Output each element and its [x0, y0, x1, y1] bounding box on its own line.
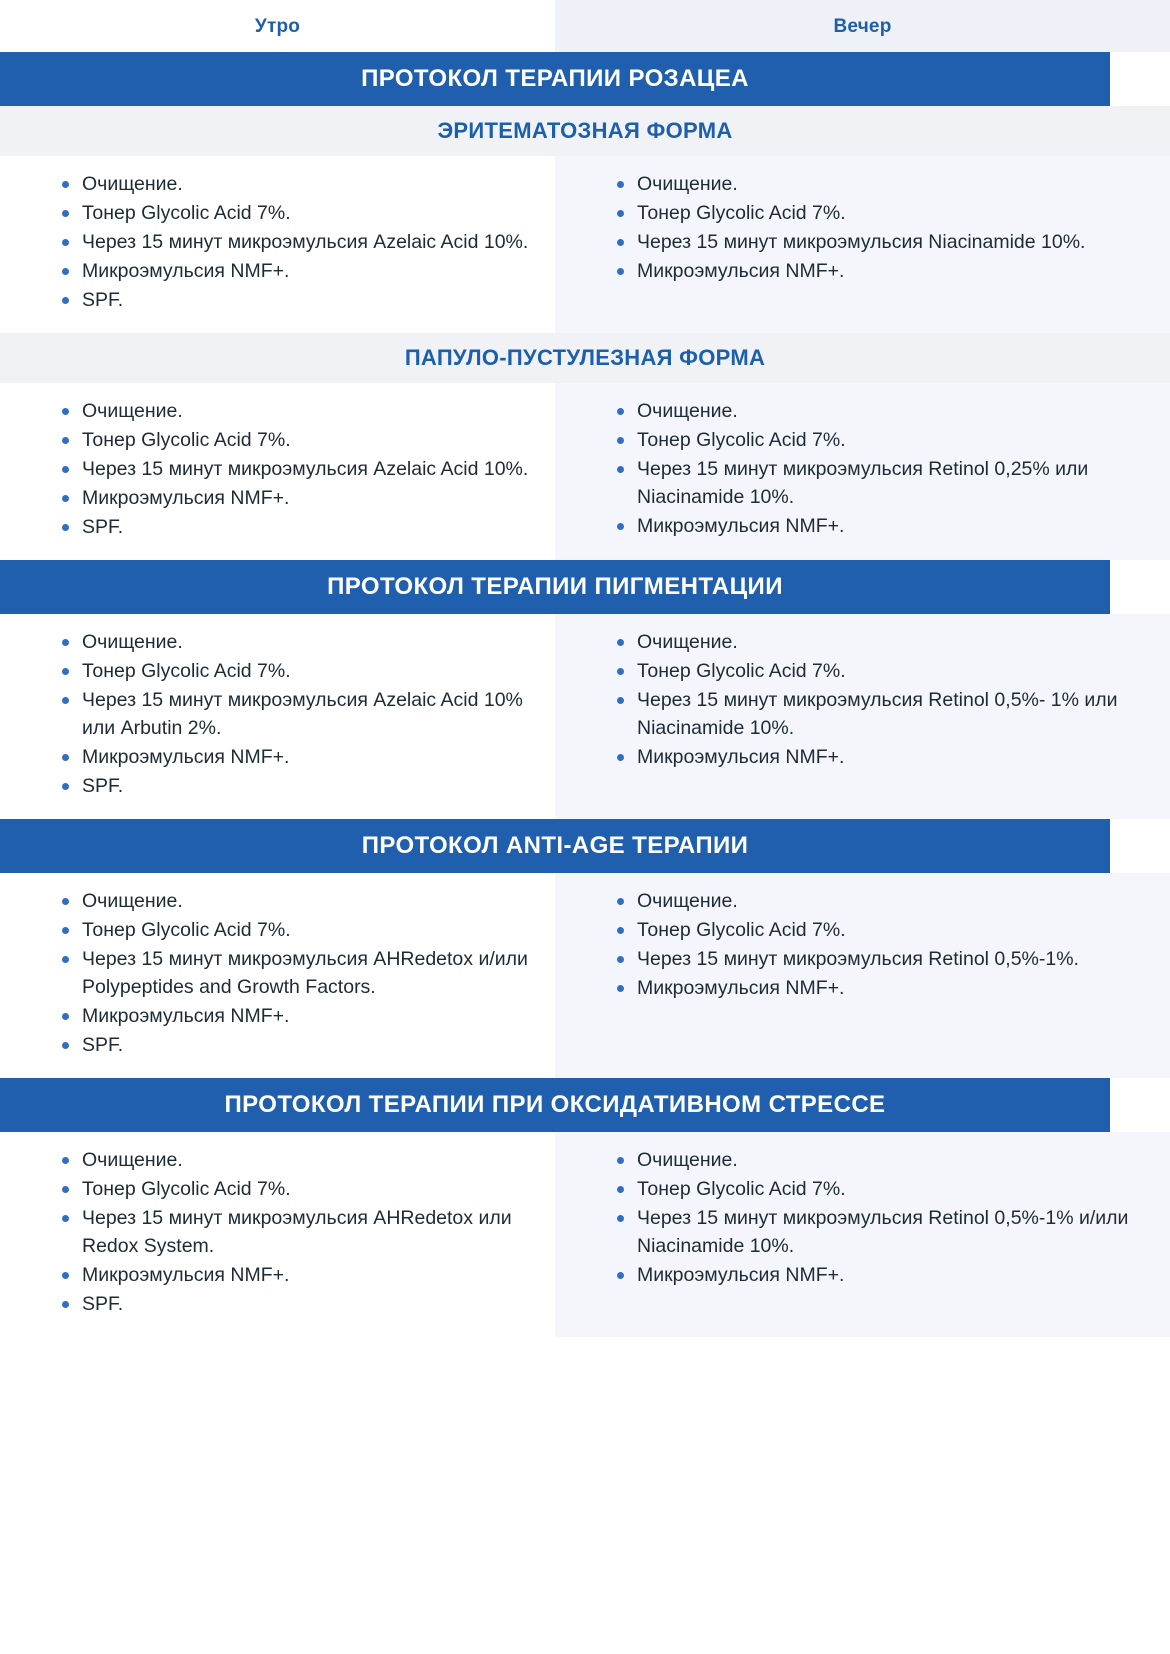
section-oxidative-stress: [0, 1078, 1170, 1337]
steps-row-anti-age: [0, 873, 1170, 1078]
form-banner-papulopustular: ПАПУЛО-ПУСТУЛЕЗНАЯ ФОРМА: [0, 333, 1170, 383]
list-item: Через 15 минут микроэмульсия Retinol 0,5%-1% и/или Niacinamide 10%.: [615, 1204, 1148, 1260]
list-item: Микроэмульсия NMF+.: [60, 484, 533, 512]
list-item: Тонер Glycolic Acid 7%.: [615, 916, 1148, 944]
list-item: Очищение.: [615, 1146, 1148, 1174]
steps-row-oxidative-stress: [0, 1132, 1170, 1337]
steps-col-evening: [555, 383, 1170, 560]
section-rosacea: [0, 52, 1170, 560]
list-item: Микроэмульсия NMF+.: [60, 743, 533, 771]
list-item: Тонер Glycolic Acid 7%.: [60, 199, 533, 227]
steps-col-morning: [0, 614, 555, 819]
list-item: Через 15 минут микроэмульсия Retinol 0,25% или Niacinamide 10%.: [615, 455, 1148, 511]
list-item: Микроэмульсия NMF+.: [615, 1261, 1148, 1289]
list-item: Очищение.: [615, 170, 1148, 198]
list-item: Микроэмульсия NMF+.: [615, 743, 1148, 771]
list-item: Через 15 минут микроэмульсия Retinol 0,5%- 1% или Niacinamide 10%.: [615, 686, 1148, 742]
list-item: Очищение.: [615, 628, 1148, 656]
steps-list-morning: [60, 397, 533, 541]
section-pigmentation: [0, 560, 1170, 819]
steps-list-morning: [60, 628, 533, 800]
column-header-row: [0, 0, 1170, 52]
list-item: Очищение.: [60, 887, 533, 915]
steps-list-evening: [615, 887, 1148, 1002]
list-item: Очищение.: [60, 628, 533, 656]
list-item: Тонер Glycolic Acid 7%.: [60, 657, 533, 685]
list-item: Через 15 минут микроэмульсия Azelaic Acid 10% или Arbutin 2%.: [60, 686, 533, 742]
steps-list-evening: [615, 397, 1148, 540]
list-item: SPF.: [60, 1290, 533, 1318]
steps-col-morning: [0, 383, 555, 560]
protocol-banner-rosacea: ПРОТОКОЛ ТЕРАПИИ РОЗАЦЕА: [0, 52, 1110, 106]
list-item: Через 15 минут микроэмульсия AHRedetox и/или Polypeptides and Growth Factors.: [60, 945, 533, 1001]
form-banner-erythematous: ЭРИТЕМАТОЗНАЯ ФОРМА: [0, 106, 1170, 156]
steps-row-pigmentation: [0, 614, 1170, 819]
steps-row-erythematous: [0, 156, 1170, 333]
list-item: Микроэмульсия NMF+.: [60, 1002, 533, 1030]
list-item: Тонер Glycolic Acid 7%.: [60, 916, 533, 944]
protocol-banner-pigmentation: ПРОТОКОЛ ТЕРАПИИ ПИГМЕНТАЦИИ: [0, 560, 1110, 614]
section-anti-age: [0, 819, 1170, 1078]
steps-list-morning: [60, 887, 533, 1059]
list-item: SPF.: [60, 513, 533, 541]
list-item: Тонер Glycolic Acid 7%.: [60, 426, 533, 454]
bottom-spacer: [0, 1337, 1170, 1527]
steps-col-evening: [555, 614, 1170, 819]
steps-list-evening: [615, 170, 1148, 285]
steps-list-morning: [60, 170, 533, 314]
list-item: Микроэмульсия NMF+.: [615, 974, 1148, 1002]
list-item: Через 15 минут микроэмульсия Azelaic Acid 10%.: [60, 228, 533, 256]
list-item: Тонер Glycolic Acid 7%.: [615, 426, 1148, 454]
list-item: Через 15 минут микроэмульсия Retinol 0,5%-1%.: [615, 945, 1148, 973]
list-item: Через 15 минут микроэмульсия AHRedetox или Redox System.: [60, 1204, 533, 1260]
list-item: Очищение.: [60, 397, 533, 425]
list-item: Через 15 минут микроэмульсия Niacinamide 10%.: [615, 228, 1148, 256]
list-item: SPF.: [60, 772, 533, 800]
steps-col-morning: [0, 1132, 555, 1337]
list-item: Микроэмульсия NMF+.: [615, 512, 1148, 540]
steps-col-evening: [555, 873, 1170, 1078]
list-item: SPF.: [60, 1031, 533, 1059]
list-item: Микроэмульсия NMF+.: [615, 257, 1148, 285]
list-item: Микроэмульсия NMF+.: [60, 257, 533, 285]
list-item: Очищение.: [60, 1146, 533, 1174]
list-item: SPF.: [60, 286, 533, 314]
column-header-morning: Утро: [0, 0, 555, 52]
list-item: Тонер Glycolic Acid 7%.: [60, 1175, 533, 1203]
list-item: Очищение.: [60, 170, 533, 198]
steps-list-evening: [615, 1146, 1148, 1289]
steps-col-evening: [555, 1132, 1170, 1337]
steps-list-morning: [60, 1146, 533, 1318]
steps-col-morning: [0, 873, 555, 1078]
list-item: Через 15 минут микроэмульсия Azelaic Acid 10%.: [60, 455, 533, 483]
list-item: Тонер Glycolic Acid 7%.: [615, 657, 1148, 685]
column-header-evening: Вечер: [555, 0, 1170, 52]
protocol-banner-oxidative-stress: ПРОТОКОЛ ТЕРАПИИ ПРИ ОКСИДАТИВНОМ СТРЕССЕ: [0, 1078, 1110, 1132]
steps-row-papulopustular: [0, 383, 1170, 560]
list-item: Тонер Glycolic Acid 7%.: [615, 1175, 1148, 1203]
steps-list-evening: [615, 628, 1148, 771]
steps-col-morning: [0, 156, 555, 333]
list-item: Микроэмульсия NMF+.: [60, 1261, 533, 1289]
protocol-banner-anti-age: ПРОТОКОЛ ANTI-AGE ТЕРАПИИ: [0, 819, 1110, 873]
list-item: Очищение.: [615, 887, 1148, 915]
list-item: Очищение.: [615, 397, 1148, 425]
steps-col-evening: [555, 156, 1170, 333]
list-item: Тонер Glycolic Acid 7%.: [615, 199, 1148, 227]
